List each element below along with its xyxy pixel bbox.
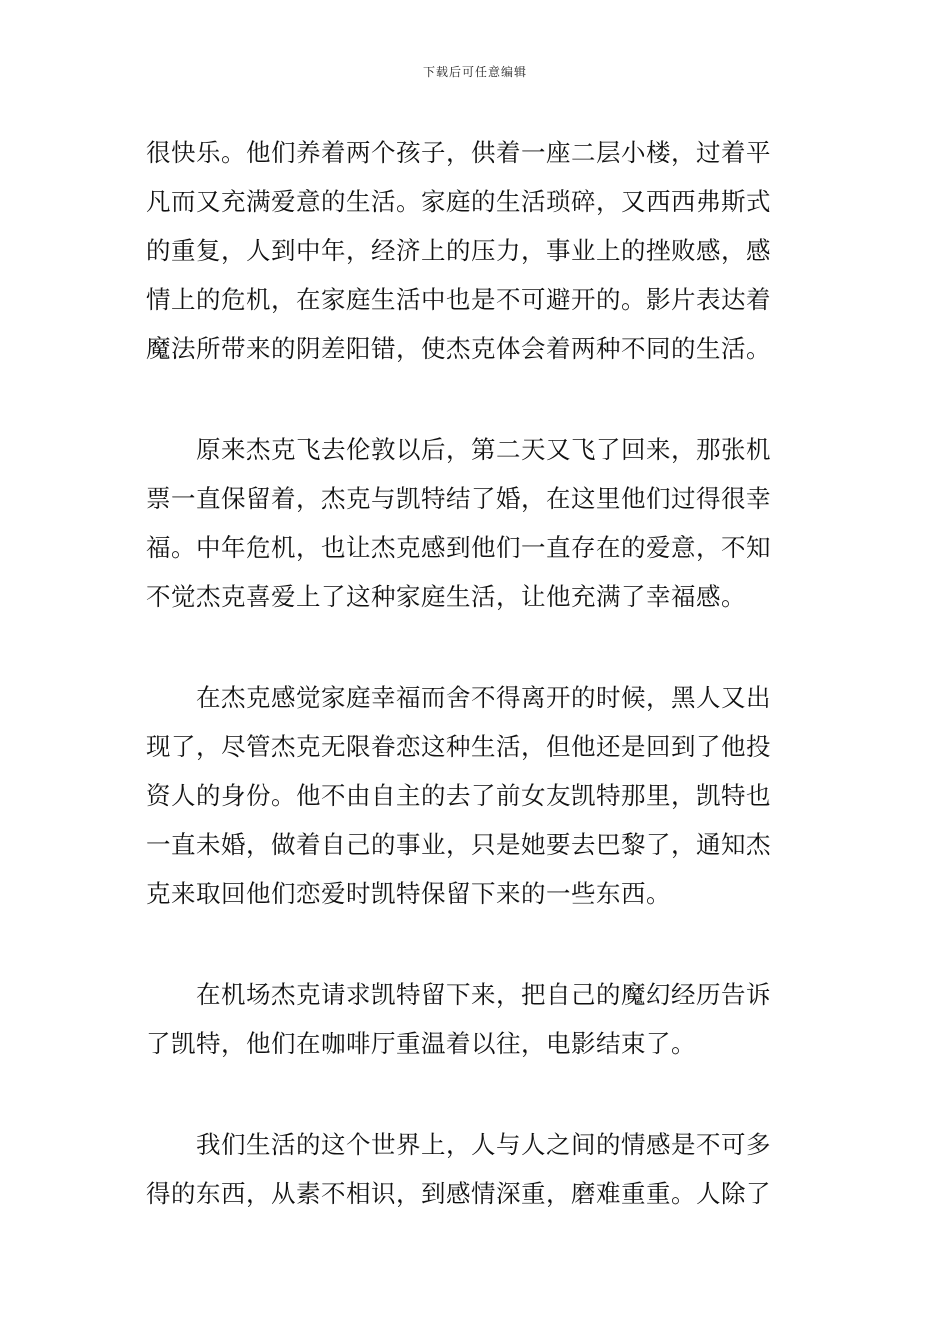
paragraph-spacer	[146, 918, 808, 970]
paragraph-2	[146, 425, 808, 621]
paragraph-5	[146, 1120, 808, 1218]
text-line: 不觉杰克喜爱上了这种家庭生活，让他充满了幸福感。	[146, 582, 746, 611]
text-line: 福。中年危机，也让杰克感到他们一直存在的爱意，不知	[146, 533, 771, 562]
text-line: 很快乐。他们养着两个孩子，供着一座二层小楼，过着平	[146, 138, 771, 167]
text-line: 原来杰克飞去伦敦以后，第二天又飞了回来，那张机	[146, 435, 771, 464]
document-body	[146, 128, 808, 1218]
paragraph-1	[146, 128, 808, 373]
page-header: 下载后可任意编辑	[422, 65, 527, 79]
paragraph-spacer	[146, 1068, 808, 1120]
text-line: 在机场杰克请求凯特留下来，把自己的魔幻经历告诉	[146, 980, 771, 1009]
paragraph-4	[146, 970, 808, 1068]
text-line: 了凯特，他们在咖啡厅重温着以往，电影结束了。	[146, 1029, 696, 1058]
text-line: 的重复，人到中年，经济上的压力，事业上的挫败感，感	[146, 236, 771, 265]
text-line: 我们生活的这个世界上，人与人之间的情感是不可多	[146, 1130, 771, 1159]
text-line: 得的东西，从素不相识，到感情深重，磨难重重。人除了	[146, 1179, 771, 1208]
text-line: 资人的身份。他不由自主的去了前女友凯特那里，凯特也	[146, 781, 771, 810]
text-line: 票一直保留着，杰克与凯特结了婚，在这里他们过得很幸	[146, 484, 771, 513]
text-line: 情上的危机，在家庭生活中也是不可避开的。影片表达着	[146, 285, 771, 314]
text-line: 魔法所带来的阴差阳错，使杰克体会着两种不同的生活。	[146, 334, 771, 363]
text-line: 凡而又充满爱意的生活。家庭的生活琐碎，又西西弗斯式	[146, 187, 771, 216]
text-line: 在杰克感觉家庭幸福而舍不得离开的时候，黑人又出	[146, 683, 771, 712]
text-line: 克来取回他们恋爱时凯特保留下来的一些东西。	[146, 879, 671, 908]
text-line: 一直未婚，做着自己的事业，只是她要去巴黎了，通知杰	[146, 830, 771, 859]
paragraph-spacer	[146, 621, 808, 673]
paragraph-spacer	[146, 373, 808, 425]
text-line: 现了，尽管杰克无限眷恋这种生活，但他还是回到了他投	[146, 732, 771, 761]
paragraph-3	[146, 673, 808, 918]
